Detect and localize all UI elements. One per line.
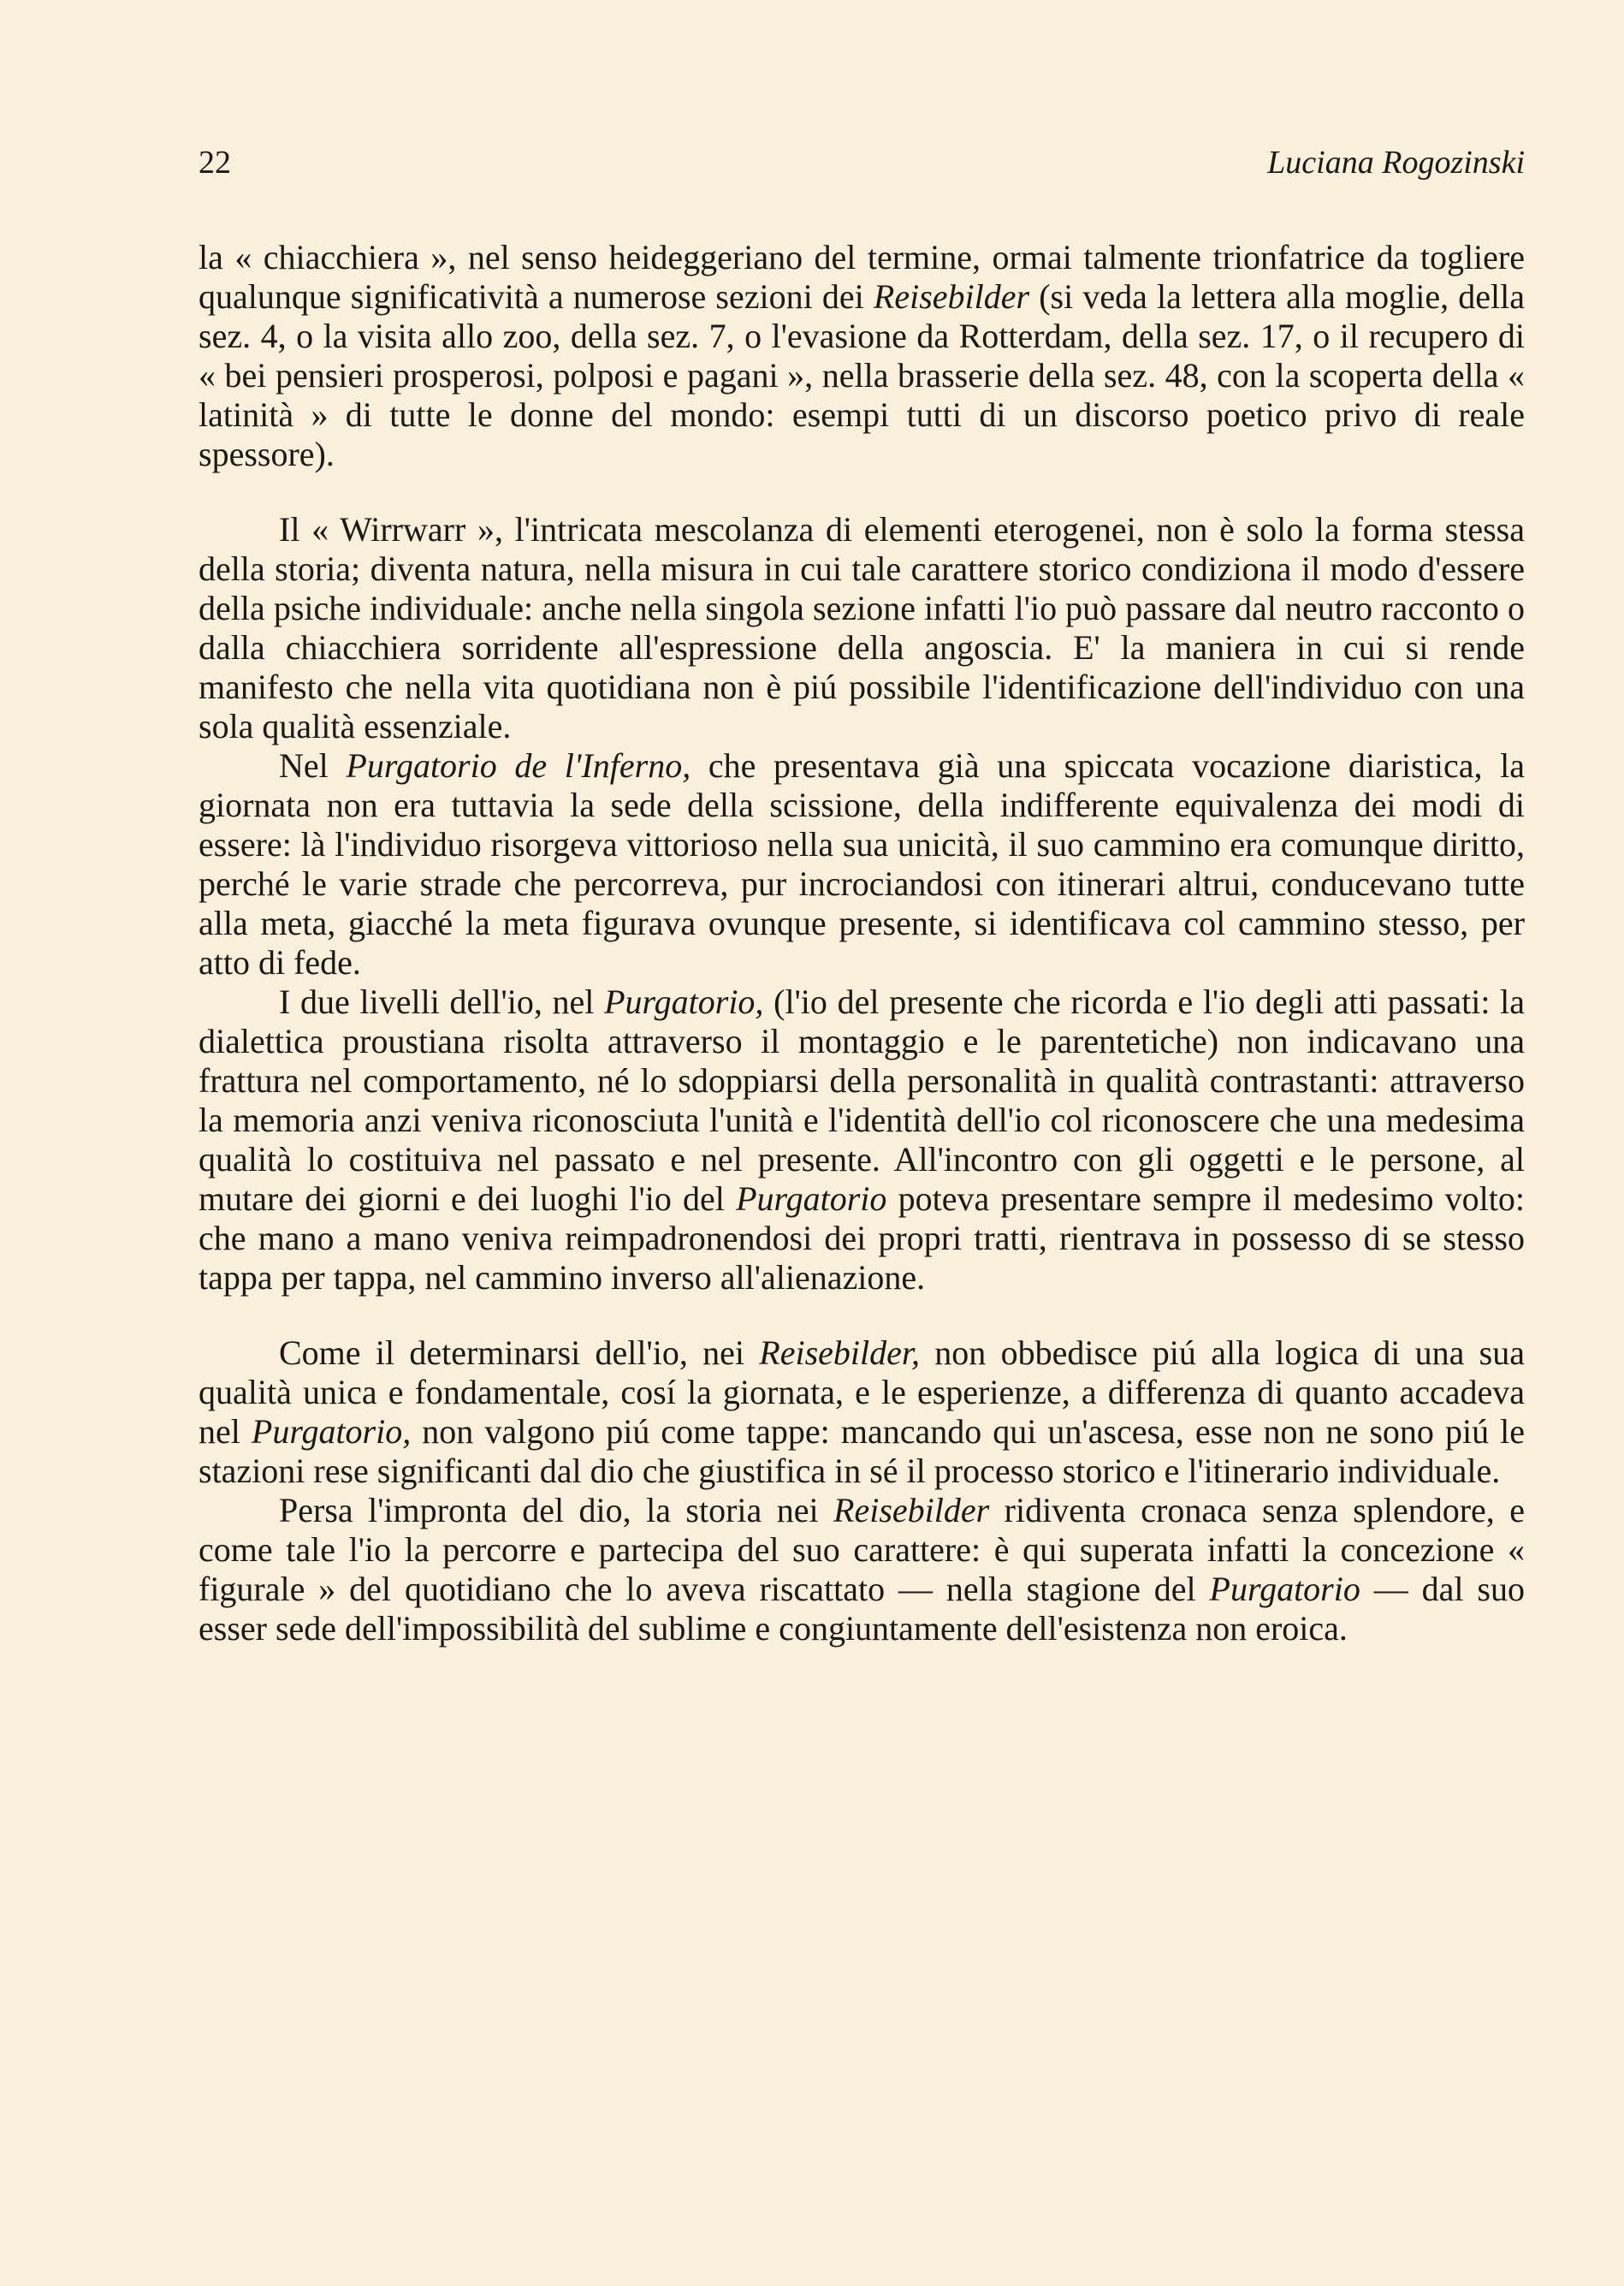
paragraph-3 (199, 746, 1525, 983)
text-run: — dal suo esser sede dell'impossibilità del sublime e congiuntamente dell'esistenza non eroica. (199, 1570, 1525, 1648)
italic-title: Purgatorio (1209, 1570, 1360, 1608)
italic-title: Purgatorio, (604, 983, 764, 1021)
italic-title: Purgatorio de l'Inferno, (346, 746, 691, 785)
text-run: poteva presentare sempre il medesimo volto: che mano a mano veniva reimpadronendosi dei propri tratti, rientrava in possesso di se stesso tappa per tappa, nel cammino inverso all'alienazione. (199, 1179, 1525, 1297)
italic-title: Reisebilder (833, 1491, 990, 1529)
text-run: non valgono piú come tappe: mancando qui un'ascesa, esse non ne sono piú le stazioni rese significanti dal dio che giustifica in sé il processo storico e l'itinerario individuale. (199, 1412, 1525, 1490)
text-run: Come il determinarsi dell'io, nei (279, 1333, 760, 1372)
italic-title: Purgatorio (736, 1179, 887, 1218)
text-run: la « chiacchiera », nel senso heideggeriano del termine, ormai talmente trionfatrice da togliere qualunque significatività a numerose sezioni dei (199, 238, 1525, 316)
text-run: (l'io del presente che ricorda e l'io degli atti passati: la dialettica proustiana risolta attraverso il montaggio e le parentetiche) non indicavano una frattura nel comportamento, né lo sdoppiarsi della personalità in qualità contrastanti: attraverso la memoria anzi veniva riconosciuta l'unità e l'identità dell'io col riconoscere che una medesima qualità lo costituiva nel passato e nel presente. All'incontro con gli oggetti e le persone, al mutare dei giorni e dei luoghi l'io del (199, 983, 1526, 1218)
text-run: Il « Wirrwarr », l'intricata mescolanza di elementi eterogenei, non è solo la forma stessa della storia; diventa natura, nella misura in cui tale carattere storico condiziona il modo d'essere della psiche individuale: anche nella singola sezione infatti l'io può passare dal neutro racconto o dalla chiacchiera sorridente all'espressione della angoscia. E' la maniera in cui si rende manifesto che nella vita quotidiana non è piú possibile l'identificazione dell'individuo con una sola qualità essenziale. (199, 510, 1525, 745)
italic-title: Reisebilder (873, 277, 1030, 316)
text-run: (si veda la lettera alla moglie, della sez. 4, o la visita allo zoo, della sez. 7, o l'evasione da Rotterdam, della sez. 17, o il recupero di « bei pensieri prosperosi, polposi e pagani », nella brasserie della sez. 48, con la scoperta della « latinità » di tutte le donne del mondo: esempi tutti di un discorso poetico privo di reale spessore). (199, 277, 1525, 473)
text-run: Nel (279, 746, 347, 785)
paragraph-4 (199, 983, 1525, 1297)
paragraph-2 (199, 510, 1525, 746)
text-run: ridiventa cronaca senza splendore, e come tale l'io la percorre e partecipa del suo carattere: è qui superata infatti la concezione « figurale » del quotidiano che lo aveva riscattato — nella stagione del (199, 1491, 1525, 1608)
text-run: non obbedisce piú alla logica di una sua qualità unica e fondamentale, cosí la giornata, e le esperienze, a differenza di quanto accadeva nel (199, 1333, 1525, 1451)
paragraph-5 (199, 1333, 1525, 1491)
text-run: I due livelli dell'io, nel (279, 983, 605, 1021)
body-text (199, 238, 1525, 1648)
running-head: Luciana Rogozinski (1267, 145, 1525, 181)
text-run: Persa l'impronta del dio, la storia nei (279, 1491, 834, 1529)
page-number: 22 (199, 145, 231, 181)
paragraph-1 (199, 238, 1525, 474)
italic-title: Purgatorio, (251, 1412, 412, 1451)
paragraph-6 (199, 1491, 1525, 1648)
text-run: che presentava già una spiccata vocazione diaristica, la giornata non era tuttavia la sede della scissione, della indifferente equivalenza dei modi di essere: là l'individuo risorgeva vittorioso nella sua unicità, il suo cammino era comunque diritto, perché le varie strade che percorreva, pur incrociandosi con itinerari altrui, conducevano tutte alla meta, giacché la meta figurava ovunque presente, si identificava col cammino stesso, per atto di fede. (199, 746, 1525, 982)
italic-title: Reisebilder, (759, 1333, 921, 1372)
page-header (199, 144, 1525, 187)
